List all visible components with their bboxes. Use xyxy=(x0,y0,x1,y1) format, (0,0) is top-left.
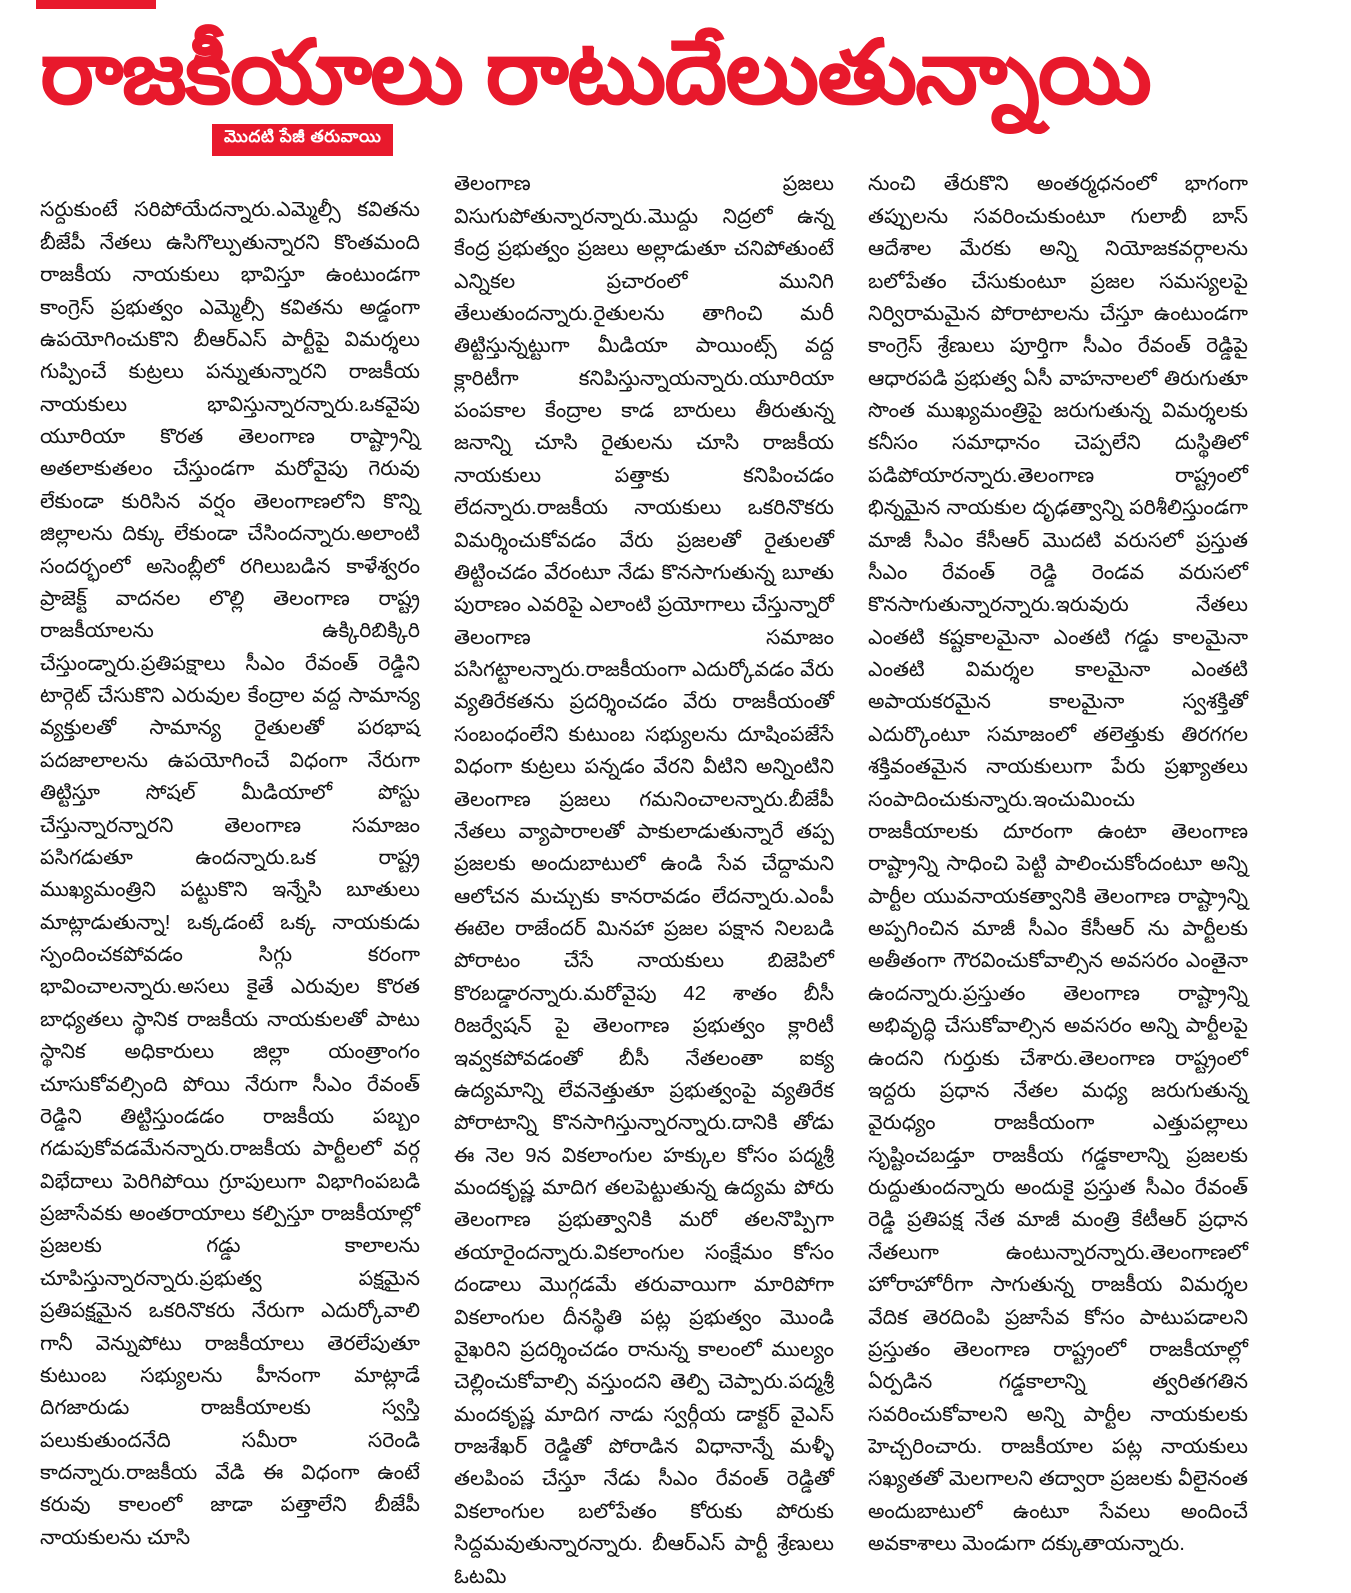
kicker-container xyxy=(22,124,1329,156)
column-2-text: తెలంగాణ ప్రజలు విసుగుపోతున్నారన్నారు.మొద్దు నిద్రలో ఉన్న కేంద్ర ప్రభుత్వం ప్రజలు అల్లాడుతూ చనిపోతుంటే ఎన్నికల ప్రచారంలో మునిగి తేలుతుందన్నారు.రైతులను తాగించి మరీ తిట్టిస్తున్నట్టుగా మీడియా పాయింట్స్ వద్ద క్లారిటీగా కనిపిస్తున్నాయన్నారు.యూరియా పంపకాల కేంద్రాల కాడ బారులు తీరుతున్న జనాన్ని చూసి రైతులను చూసి రాజకీయ నాయకులు పత్తాకు కనిపించడం లేదన్నారు.రాజకీయ నాయకులు ఒకరినొకరు విమర్శించుకోవడం వేరు ప్రజలతో రైతులతో తిట్టించడం వేరంటూ నేడు కొనసాగుతున్న బూతు పురాణం ఎవరిపై ఎలాంటి ప్రయోగాలు చేస్తున్నారో తెలంగాణ సమాజం పసిగట్టాలన్నారు.రాజకీయంగా ఎదుర్కోవడం వేరు వ్యతిరేకతను ప్రదర్శించడం వేరు రాజకీయంతో సంబంధంలేని కుటుంబ సభ్యులను దూషింపజేసే విధంగా కుట్రలు పన్నడం వేరని వీటిని అన్నింటిని తెలంగాణ ప్రజలు గమనించాలన్నారు.బీజేపీ నేతలు వ్యాపారాలతో పాకులాడుతున్నారే తప్ప ప్రజలకు అందుబాటులో ఉండి సేవ చేద్దామని ఆలోచన మచ్చుకు కానరావడం లేదన్నారు.ఎంపీ ఈటెల రాజేందర్ మినహా ప్రజల పక్షాన నిలబడి పోరాటం చేసే నాయకులు బిజెపిలో కొరబడ్డారన్నారు.మరోవైపు 42 శాతం బీసీ రిజర్వేషన్ పై తెలంగాణ ప్రభుత్వం క్లారిటీ ఇవ్వకపోవడంతో బీసీ నేతలంతా ఐక్య ఉద్యమాన్ని లేవనెత్తుతూ ప్రభుత్వంపై వ్యతిరేక పోరాటాన్ని కొనసాగిస్తున్నారన్నారు.దానికి తోడు ఈ నెల 9న వికలాంగుల హక్కుల కోసం పద్మశ్రీ మందకృష్ణ మాదిగ తలపెట్టుతున్న ఉద్యమ పోరు తెలంగాణ ప్రభుత్వానికి మరో తలనొప్పిగా తయారైందన్నారు.వికలాంగుల సంక్షేమం కోసం దండాలు మొగ్గడమే తరువాయిగా మారిపోగా వికలాంగుల దీనస్థితి పట్ల ప్రభుత్వం మొండి వైఖరిని ప్రదర్శించడం రానున్న కాలంలో ముల్యం చెల్లించుకోవాల్సి వస్తుందని తెల్పి చెప్పారు.పద్మశ్రీ మందకృష్ణ మాదిగ నాడు స్వర్గీయ డాక్టర్ వైఎస్ రాజశేఖర్ రెడ్డితో పోరాడిన విధానాన్నే మళ్ళీ తలపింప చేస్తూ నేడు సీఎం రేవంత్ రెడ్డితో వికలాంగుల బలోపేతం కోరుకు పోరుకు సిద్దమవుతున్నారన్నారు. బీఆర్ఎస్ పార్టీ శ్రేణులు ఓటమి xyxy=(454,172,834,1588)
page-title: రాజకీయాలు రాటుదేలుతున్నాయి xyxy=(40,22,1150,121)
continuation-badge: మొదటి పేజీ తరువాయి xyxy=(212,124,393,156)
top-rule-decoration xyxy=(36,0,156,9)
article-column-1 xyxy=(40,168,420,1554)
article-column-2 xyxy=(454,168,834,1593)
article-body-columns xyxy=(22,168,1329,1593)
article-column-3 xyxy=(868,168,1248,1560)
column-1-text: సర్దుకుంటే సరిపోయేదన్నారు.ఎమ్మెల్సీ కవితను బీజేపీ నేతలు ఉసిగొల్పుతున్నారని కొంతమంది రాజకీయ నాయకులు భావిస్తూ ఉంటుండగా కాంగ్రెస్ ప్రభుత్వం ఎమ్మెల్సీ కవితను అడ్డంగా ఉపయోగించుకొని బీఆర్ఎస్ పార్టీపై విమర్శలు గుప్పించే కుట్రలు పన్నుతున్నారని రాజకీయ నాయకులు భావిస్తున్నారన్నారు.ఒకవైపు యూరియా కొరత తెలంగాణ రాష్ట్రాన్ని అతలాకుతలం చేస్తుండగా మరోవైపు గెరువు లేకుండా కురిసిన వర్షం తెలంగాణలోని కొన్ని జిల్లాలను దిక్కు లేకుండా చేసిందన్నారు.అలాంటి సందర్భంలో అసెంబ్లీలో రగిలుబడిన కాళేశ్వరం ప్రాజెక్ట్ వాదనల లొల్లి తెలంగాణ రాష్ట్ర రాజకీయాలను ఉక్కిరిబిక్కిరి చేస్తుండ్నారు.ప్రతిపక్షాలు సీఎం రేవంత్ రెడ్డిని టార్గెట్ చేసుకొని ఎరువుల కేంద్రాల వద్ద సామాన్య వ్యక్తులతో సామాన్య రైతులతో పరభాష పదజాలాలను ఉపయోగించే విధంగా నేరుగా తిట్టిస్తూ సోషల్ మీడియాలో పోస్టు చేస్తున్నారన్నారని తెలంగాణ సమాజం పసిగడుతూ ఉందన్నారు.ఒక రాష్ట్ర ముఖ్యమంత్రిని పట్టుకొని ఇన్నేసి బూతులు మాట్లాడుతున్నా! ఒక్కడంటే ఒక్క నాయకుడు స్పందించకపోవడం సిగ్గు కరంగా భావించాలన్నారు.అసలు కైతే ఎరువుల కొరత బాధ్యతలు స్థానిక రాజకీయ నాయకులతో పాటు స్థానిక అధికారులు జిల్లా యంత్రాంగం చూసుకోవల్సింది పోయి నేరుగా సీఎం రేవంత్ రెడ్డిని తిట్టిస్తుండడం రాజకీయ పబ్బం గడుపుకోవడమేనన్నారు.రాజకీయ పార్టీలలో వర్గ విభేదాలు పెరిగిపోయి గ్రూపులుగా విభాగింపబడి ప్రజాసేవకు అంతరాయాలు కల్పిస్తూ రాజకీయాల్లో ప్రజలకు గడ్డు కాలాలను చూపిస్తున్నారన్నారు.ప్రభుత్వ పక్షమైన ప్రతిపక్షమైన ఒకరినొకరు నేరుగా ఎదుర్కోవాలి గానీ వెన్నుపోటు రాజకీయాలు తెరలేపుతూ కుటుంబ సభ్యులను హీనంగా మాట్లాడే దిగజారుడు రాజకీయాలకు స్వస్తి పలుకుతుందనేది సమీరా సరెండి కాదన్నారు.రాజకీయ వేడి ఈ విధంగా ఉంటే కరువు కాలంలో జాడా పత్తాలేని బీజేపీ నాయకులను చూసి xyxy=(40,198,420,1549)
column-3-text: నుంచి తేరుకొని అంతర్మధనంలో భాగంగా తప్పులను సవరించుకుంటూ గులాబీ బాస్ ఆదేశాల మేరకు అన్ని నియోజకవర్గాలను బలోపేతం చేసుకుంటూ ప్రజల సమస్యలపై నిర్విరామమైన పోరాటాలను చేస్తూ ఉంటుండగా కాంగ్రెస్ శ్రేణులు పూర్తిగా సీఎం రేవంత్ రెడ్డిపై ఆధారపడి ప్రభుత్వ ఏసీ వాహనాలలో తిరుగుతూ సొంత ముఖ్యమంత్రిపై జరుగుతున్న విమర్శలకు కనీసం సమాధానం చెప్పలేని దుస్థితిలో పడిపోయారన్నారు.తెలంగాణ రాష్ట్రంలో భిన్నమైన నాయకుల దృఢత్వాన్ని పరిశీలిస్తుండగా మాజీ సీఎం కేసీఆర్ మొదటి వరుసలో ప్రస్తుత సీఎం రేవంత్ రెడ్డి రెండవ వరుసలో కొనసాగుతున్నారన్నారు.ఇరువురు నేతలు ఎంతటి కష్టకాలమైనా ఎంతటి గడ్డు కాలమైనా ఎంతటి విమర్శల కాలమైనా ఎంతటి అపాయకరమైన కాలమైనా స్వశక్తితో ఎదుర్కొంటూ సమాజంలో తలెత్తుకు తిరగగల శక్తివంతమైన నాయకులుగా పేరు ప్రఖ్యాతలు సంపాదించుకున్నారు.ఇంచుమించు రాజకీయాలకు దూరంగా ఉంటా తెలంగాణ రాష్ట్రాన్ని సాధించి పెట్టి పాలించుకోందంటూ అన్ని పార్టీల యువనాయకత్వానికి తెలంగాణ రాష్ట్రాన్ని అప్పగించిన మాజీ సీఎం కేసీఆర్ ను పార్టీలకు అతీతంగా గౌరవించుకోవాల్సిన అవసరం ఎంతైనా ఉందన్నారు.ప్రస్తుతం తెలంగాణ రాష్ట్రాన్ని అభివృద్ధి చేసుకోవాల్సిన అవసరం అన్ని పార్టీలపై ఉందని గుర్తుకు చేశారు.తెలంగాణ రాష్ట్రంలో ఇద్దరు ప్రధాన నేతల మధ్య జరుగుతున్న వైరుధ్యం రాజకీయంగా ఎత్తుపల్లాలు సృష్టించబడ్తూ రాజకీయ గడ్డకాలాన్ని ప్రజలకు రుద్దుతుందన్నారు అందుకై ప్రస్తుత సీఎం రేవంత్ రెడ్డి ప్రతిపక్ష నేత మాజీ మంత్రి కేటీఆర్ ప్రధాన నేతలుగా ఉంటున్నారన్నారు.తెలంగాణలో హోరాహోరీగా సాగుతున్న రాజకీయ విమర్శల వేదిక తెరదింపి ప్రజాసేవ కోసం పాటుపడాలని ప్రస్తుతం తెలంగాణ రాష్ట్రంలో రాజకీయాల్లో ఏర్పడిన గడ్డకాలాన్ని త్వరితగతిన సవరించుకోవాలని అన్ని పార్టీల నాయకులకు హెచ్చరించారు. రాజకీయాల పట్ల నాయకులు సఖ్యతతో మెలగాలని తద్వారా ప్రజలకు వీలైనంత అందుబాటులో ఉంటూ సేవలు అందించే అవకాశాలు మెండుగా దక్కుతాయన్నారు. xyxy=(868,172,1248,1556)
